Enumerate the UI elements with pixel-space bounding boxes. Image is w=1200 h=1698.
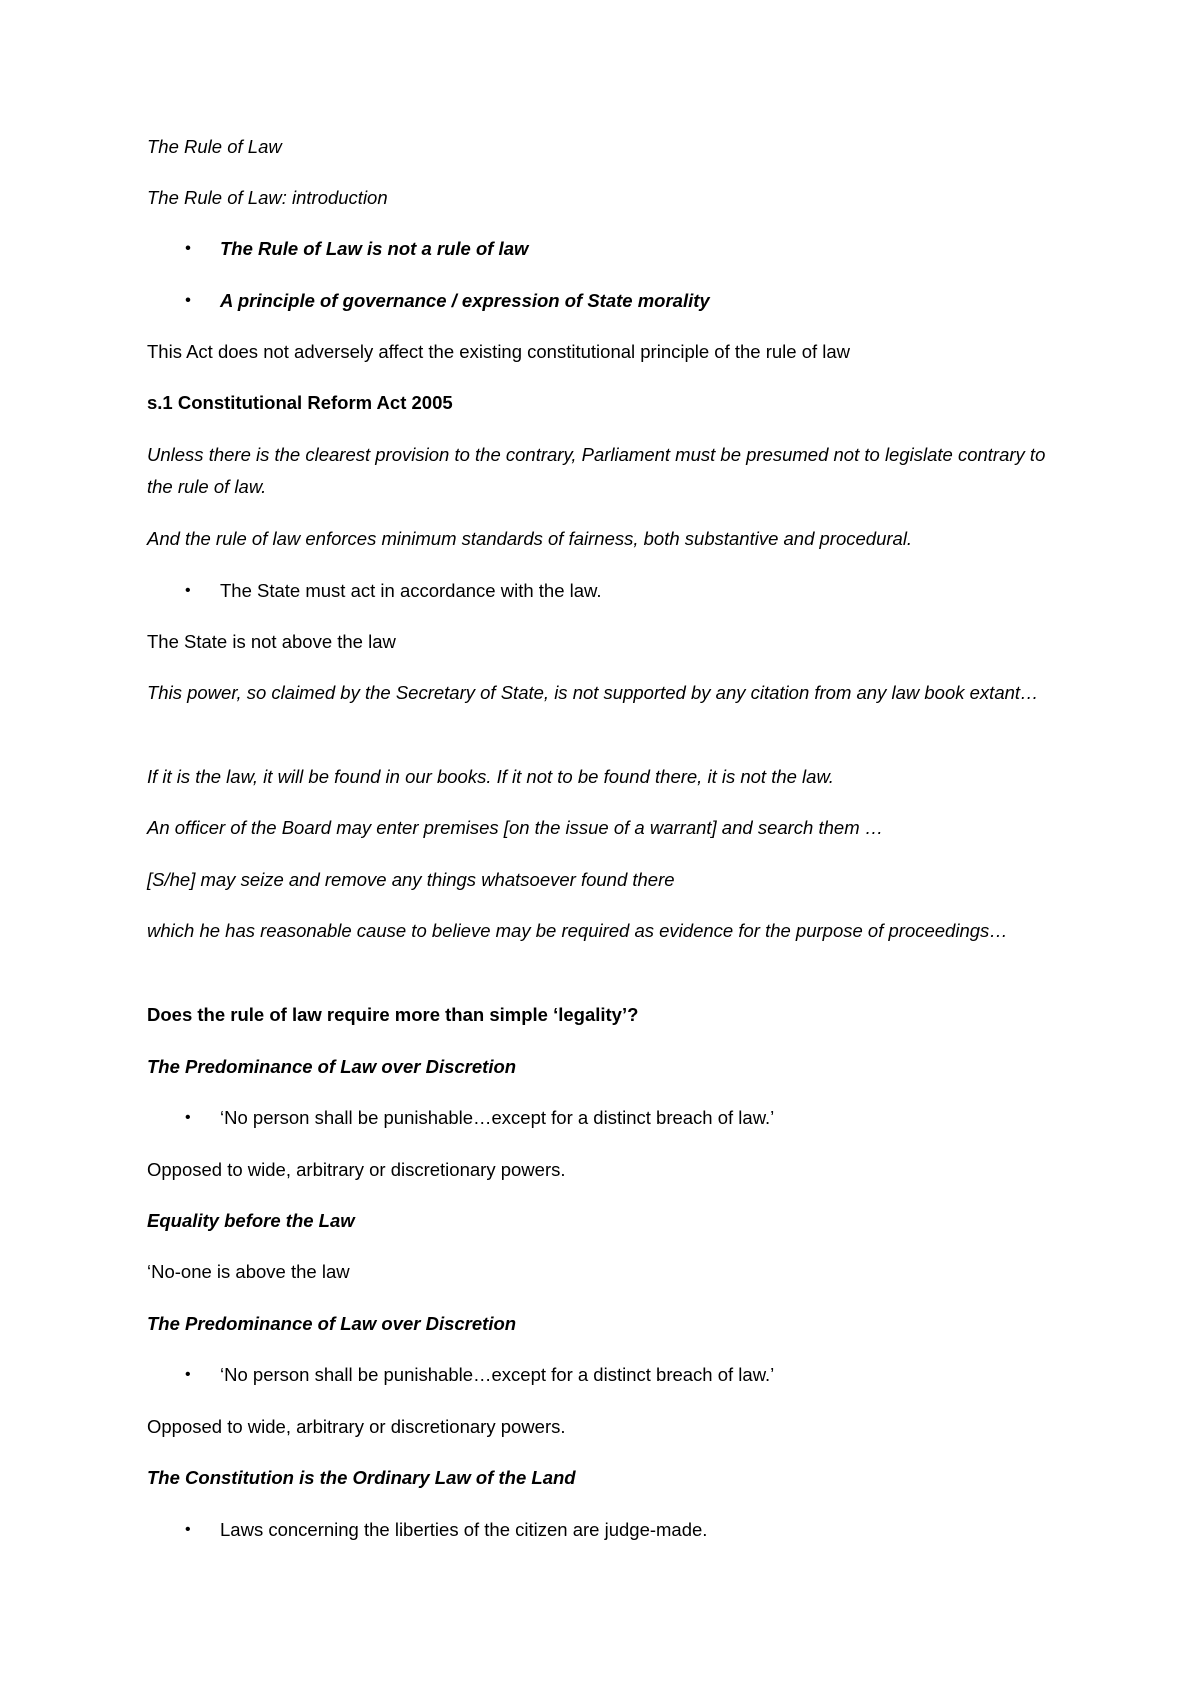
state-not-above-text: The State is not above the law bbox=[147, 631, 396, 652]
officer-quote: An officer of the Board may enter premises [on the issue of a warrant] and search them … bbox=[147, 817, 884, 838]
fairness-quote: And the rule of law enforces minimum standards of fairness, both substantive and procedural. bbox=[147, 528, 913, 549]
section-heading: The Predominance of Law over Discretion bbox=[147, 1056, 517, 1077]
list-item-text: ‘No person shall be punishable…except for a distinct breach of law.’ bbox=[220, 1107, 775, 1128]
cra-quote: This Act does not adversely affect the existing constitutional principle of the rule of law bbox=[147, 341, 851, 362]
document-title: The Rule of Law bbox=[147, 136, 282, 157]
bullet-icon: • bbox=[185, 1521, 191, 1538]
presumption-quote: Unless there is the clearest provision to the contrary, Parliament must be presumed not to legislate contrary to the rule of law. bbox=[147, 444, 1046, 497]
entick-quote-continued: If it is the law, it will be found in our books. If it not to be found there, it is not the law. bbox=[147, 766, 834, 787]
entick-quote: This power, so claimed by the Secretary of State, is not supported by any citation from any law book extant… bbox=[147, 682, 1039, 703]
officer-quote-seize: [S/he] may seize and remove any things whatsoever found there bbox=[147, 869, 675, 890]
section-heading: The Constitution is the Ordinary Law of the Land bbox=[147, 1467, 576, 1488]
section-heading: The Predominance of Law over Discretion bbox=[147, 1313, 517, 1334]
list-item-text: Laws concerning the liberties of the citizen are judge-made. bbox=[220, 1519, 708, 1540]
no-one-above-text: ‘No-one is above the law bbox=[147, 1261, 350, 1282]
section-heading: Equality before the Law bbox=[147, 1210, 355, 1231]
bullet-icon: • bbox=[185, 1366, 191, 1383]
intro-heading: The Rule of Law: introduction bbox=[147, 187, 388, 208]
officer-quote-evidence: which he has reasonable cause to believe may be required as evidence for the purpose of proceedings… bbox=[147, 920, 1008, 941]
opposed-text: Opposed to wide, arbitrary or discretionary powers. bbox=[147, 1159, 566, 1180]
legality-question: Does the rule of law require more than simple ‘legality’? bbox=[147, 1004, 639, 1025]
opposed-text: Opposed to wide, arbitrary or discretionary powers. bbox=[147, 1416, 566, 1437]
bullet-icon: • bbox=[185, 292, 191, 309]
bullet-icon: • bbox=[185, 1109, 191, 1126]
list-item-text: A principle of governance / expression of State morality bbox=[220, 290, 710, 311]
list-item-text: ‘No person shall be punishable…except for a distinct breach of law.’ bbox=[220, 1364, 775, 1385]
list-item-text: The State must act in accordance with the law. bbox=[220, 580, 602, 601]
bullet-icon: • bbox=[185, 582, 191, 599]
list-item-text: The Rule of Law is not a rule of law bbox=[220, 238, 529, 259]
bullet-icon: • bbox=[185, 240, 191, 257]
cra-citation: s.1 Constitutional Reform Act 2005 bbox=[147, 392, 453, 413]
